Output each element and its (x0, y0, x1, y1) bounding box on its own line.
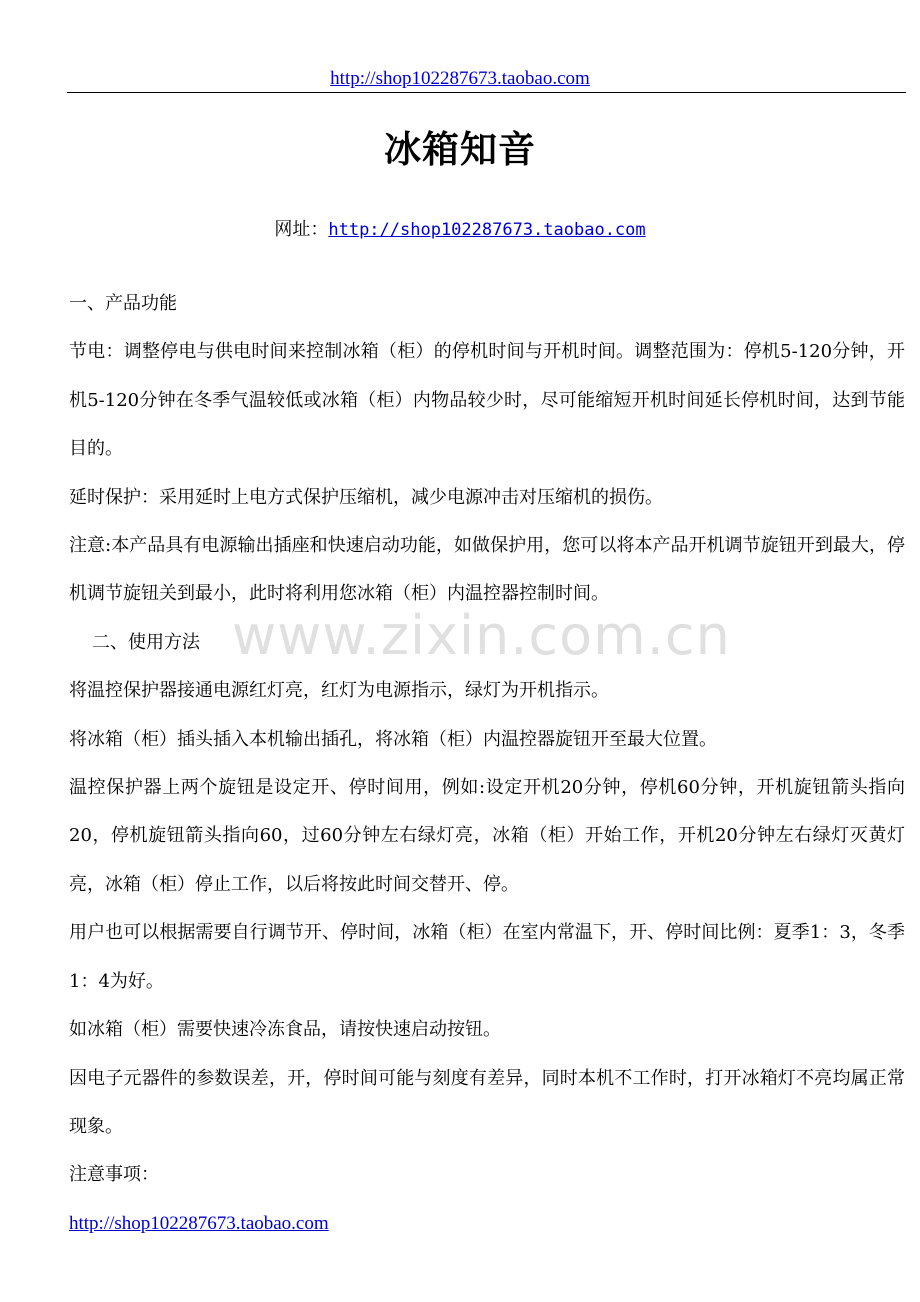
site-address-line (0, 216, 920, 244)
paragraph-knob-settings: 温控保护器上两个旋钮是设定开、停时间用，例如:设定开机20分钟，停机60分钟，开机旋钮箭头指向20，停机旋钮箭头指向60，过60分钟左右绿灯亮，冰箱（柜）开始工作，开机20分钟左右绿灯灭黄灯亮，冰箱（柜）停止工作，以后将按此时间交替开、停。 (69, 777, 905, 895)
section-heading-product-features: 一、产品功能 (69, 293, 177, 314)
section-heading-precautions: 注意事项： (69, 1164, 159, 1186)
document-body (69, 280, 905, 1248)
section-heading-usage: 二、使用方法 (92, 631, 200, 653)
site-address-label: 网址： (274, 219, 329, 240)
paragraph-quick-freeze: 如冰箱（柜）需要快速冷冻食品，请按快速启动按钮。 (69, 1019, 501, 1041)
paragraph-tolerance: 因电子元器件的参数误差，开，停时间可能与刻度有差异，同时本机不工作时，打开冰箱灯不亮均属正常现象。 (69, 1067, 905, 1137)
document-title: 冰箱知音 (384, 127, 536, 171)
site-address-link[interactable]: http://shop102287673.taobao.com (328, 220, 646, 240)
watermark-text: www.zixin.com.cn (232, 604, 731, 667)
paragraph-delay-protection: 延时保护：采用延时上电方式保护压缩机，减少电源冲击对压缩机的损伤。 (69, 486, 663, 508)
paragraph-plug-in: 将冰箱（柜）插头插入本机输出插孔，将冰箱（柜）内温控器旋钮开至最大位置。 (69, 728, 717, 750)
header-divider (67, 92, 906, 93)
header-url-link[interactable]: http://shop102287673.taobao.com (330, 68, 590, 89)
paragraph-power-saving: 节电：调整停电与供电时间来控制冰箱（柜）的停机时间与开机时间。调整范围为：停机5-120分钟，开机5-120分钟在冬季气温较低或冰箱（柜）内物品较少时，尽可能缩短开机时间延长停机时间，达到节能目的。 (69, 341, 905, 460)
paragraph-time-ratio: 用户也可以根据需要自行调节开、停时间，冰箱（柜）在室内常温下，开、停时间比例：夏季1：3，冬季1：4为好。 (69, 922, 905, 992)
paragraph-note: 注意:本产品具有电源输出插座和快速启动功能，如做保护用，您可以将本产品开机调节旋钮开到最大，停机调节旋钮关到最小，此时将利用您冰箱（柜）内温控器控制时间。 (69, 535, 905, 605)
footer-url-link[interactable]: http://shop102287673.taobao.com (69, 1212, 329, 1234)
paragraph-power-indicator: 将温控保护器接通电源红灯亮，红灯为电源指示，绿灯为开机指示。 (69, 680, 609, 702)
